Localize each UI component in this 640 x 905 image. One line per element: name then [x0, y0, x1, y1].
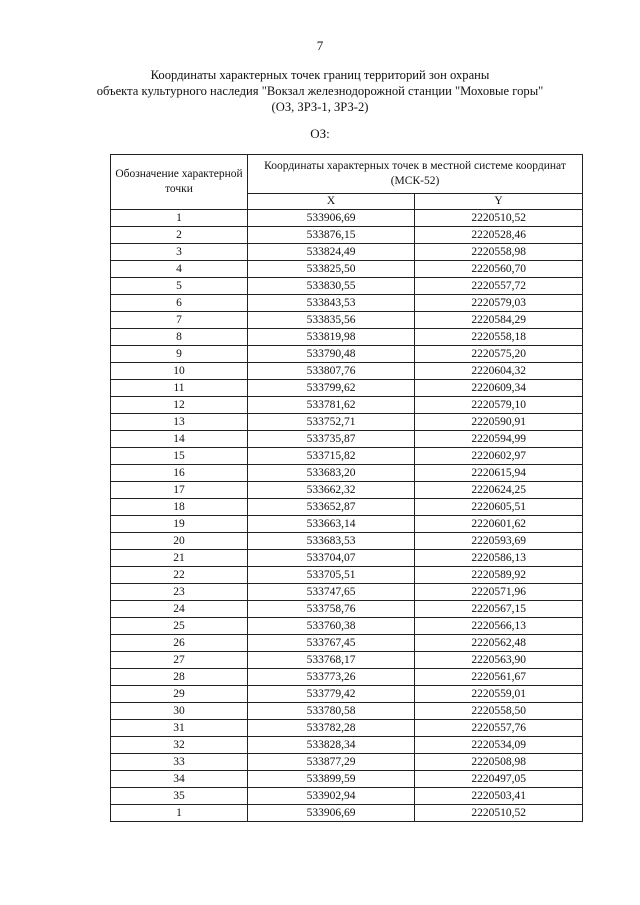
y-coordinate-cell: 2220590,91 — [415, 414, 583, 431]
y-coordinate-cell: 2220559,01 — [415, 686, 583, 703]
table-row — [111, 618, 583, 635]
y-coordinate-cell: 2220497,05 — [415, 771, 583, 788]
y-coordinate-cell: 2220593,69 — [415, 533, 583, 550]
y-coordinate-cell: 2220624,25 — [415, 482, 583, 499]
y-coordinate-cell: 2220575,20 — [415, 346, 583, 363]
table-row — [111, 567, 583, 584]
x-coordinate-cell: 533843,53 — [248, 295, 415, 312]
point-number-cell: 15 — [111, 448, 248, 465]
table-row — [111, 788, 583, 805]
table-row — [111, 669, 583, 686]
point-number-cell: 35 — [111, 788, 248, 805]
table-row — [111, 448, 583, 465]
y-coordinate-cell: 2220579,03 — [415, 295, 583, 312]
table-row — [111, 584, 583, 601]
y-coordinate-cell: 2220558,18 — [415, 329, 583, 346]
x-coordinate-cell: 533747,65 — [248, 584, 415, 601]
point-number-cell: 18 — [111, 499, 248, 516]
coordinates-table — [110, 154, 583, 822]
x-coordinate-cell: 533782,28 — [248, 720, 415, 737]
y-coordinate-cell: 2220594,99 — [415, 431, 583, 448]
header-coordinates: Координаты характерных точек в местной системе координат (МСК-52) — [248, 155, 583, 194]
point-number-cell: 11 — [111, 380, 248, 397]
y-coordinate-cell: 2220602,97 — [415, 448, 583, 465]
point-number-cell: 2 — [111, 227, 248, 244]
x-coordinate-cell: 533758,76 — [248, 601, 415, 618]
table-row — [111, 686, 583, 703]
point-number-cell: 23 — [111, 584, 248, 601]
x-coordinate-cell: 533830,55 — [248, 278, 415, 295]
table-row — [111, 499, 583, 516]
y-coordinate-cell: 2220528,46 — [415, 227, 583, 244]
x-coordinate-cell: 533835,56 — [248, 312, 415, 329]
y-coordinate-cell: 2220609,34 — [415, 380, 583, 397]
y-coordinate-cell: 2220508,98 — [415, 754, 583, 771]
table-row — [111, 652, 583, 669]
point-number-cell: 1 — [111, 210, 248, 227]
y-coordinate-cell: 2220558,50 — [415, 703, 583, 720]
x-coordinate-cell: 533768,17 — [248, 652, 415, 669]
table-row — [111, 346, 583, 363]
x-coordinate-cell: 533663,14 — [248, 516, 415, 533]
point-number-cell: 30 — [111, 703, 248, 720]
y-coordinate-cell: 2220615,94 — [415, 465, 583, 482]
y-coordinate-cell: 2220534,09 — [415, 737, 583, 754]
x-coordinate-cell: 533906,69 — [248, 210, 415, 227]
table-row — [111, 414, 583, 431]
point-number-cell: 17 — [111, 482, 248, 499]
x-coordinate-cell: 533652,87 — [248, 499, 415, 516]
table-row — [111, 210, 583, 227]
x-coordinate-cell: 533790,48 — [248, 346, 415, 363]
x-coordinate-cell: 533828,34 — [248, 737, 415, 754]
x-coordinate-cell: 533799,62 — [248, 380, 415, 397]
y-coordinate-cell: 2220567,15 — [415, 601, 583, 618]
point-number-cell: 4 — [111, 261, 248, 278]
table-row — [111, 601, 583, 618]
point-number-cell: 34 — [111, 771, 248, 788]
point-number-cell: 16 — [111, 465, 248, 482]
table-row — [111, 329, 583, 346]
x-coordinate-cell: 533781,62 — [248, 397, 415, 414]
y-coordinate-cell: 2220561,67 — [415, 669, 583, 686]
point-number-cell: 26 — [111, 635, 248, 652]
table-row — [111, 295, 583, 312]
y-coordinate-cell: 2220558,98 — [415, 244, 583, 261]
table-row — [111, 278, 583, 295]
y-coordinate-cell: 2220579,10 — [415, 397, 583, 414]
point-number-cell: 31 — [111, 720, 248, 737]
x-coordinate-cell: 533902,94 — [248, 788, 415, 805]
point-number-cell: 22 — [111, 567, 248, 584]
x-coordinate-cell: 533752,71 — [248, 414, 415, 431]
point-number-cell: 20 — [111, 533, 248, 550]
table-row — [111, 720, 583, 737]
y-coordinate-cell: 2220560,70 — [415, 261, 583, 278]
point-number-cell: 5 — [111, 278, 248, 295]
point-number-cell: 12 — [111, 397, 248, 414]
y-coordinate-cell: 2220503,41 — [415, 788, 583, 805]
x-coordinate-cell: 533780,58 — [248, 703, 415, 720]
y-coordinate-cell: 2220605,51 — [415, 499, 583, 516]
x-coordinate-cell: 533807,76 — [248, 363, 415, 380]
table-row — [111, 754, 583, 771]
y-coordinate-cell: 2220586,13 — [415, 550, 583, 567]
point-number-cell: 3 — [111, 244, 248, 261]
point-number-cell: 13 — [111, 414, 248, 431]
table-row — [111, 516, 583, 533]
point-number-cell: 32 — [111, 737, 248, 754]
x-coordinate-cell: 533819,98 — [248, 329, 415, 346]
point-number-cell: 25 — [111, 618, 248, 635]
point-number-cell: 9 — [111, 346, 248, 363]
y-coordinate-cell: 2220566,13 — [415, 618, 583, 635]
document-title — [60, 67, 580, 115]
x-coordinate-cell: 533767,45 — [248, 635, 415, 652]
table-row — [111, 805, 583, 822]
x-coordinate-cell: 533683,53 — [248, 533, 415, 550]
y-coordinate-cell: 2220557,76 — [415, 720, 583, 737]
point-number-cell: 24 — [111, 601, 248, 618]
y-coordinate-cell: 2220589,92 — [415, 567, 583, 584]
table-row — [111, 431, 583, 448]
table-row — [111, 227, 583, 244]
y-coordinate-cell: 2220601,62 — [415, 516, 583, 533]
table-row — [111, 550, 583, 567]
x-coordinate-cell: 533705,51 — [248, 567, 415, 584]
zone-label: ОЗ: — [310, 126, 330, 141]
header-x: X — [248, 194, 415, 210]
x-coordinate-cell: 533876,15 — [248, 227, 415, 244]
table-row — [111, 482, 583, 499]
table-row — [111, 635, 583, 652]
y-coordinate-cell: 2220562,48 — [415, 635, 583, 652]
table-row — [111, 533, 583, 550]
table-row — [111, 397, 583, 414]
point-number-cell: 7 — [111, 312, 248, 329]
x-coordinate-cell: 533825,50 — [248, 261, 415, 278]
x-coordinate-cell: 533683,20 — [248, 465, 415, 482]
table-row — [111, 465, 583, 482]
x-coordinate-cell: 533779,42 — [248, 686, 415, 703]
point-number-cell: 29 — [111, 686, 248, 703]
point-number-cell: 1 — [111, 805, 248, 822]
x-coordinate-cell: 533760,38 — [248, 618, 415, 635]
title-line: Координаты характерных точек границ территорий зон охраны — [150, 68, 490, 82]
x-coordinate-cell: 533773,26 — [248, 669, 415, 686]
table-row — [111, 363, 583, 380]
table-row — [111, 380, 583, 397]
page-number: 7 — [316, 38, 324, 53]
header-point-designation: Обозначение характерной точки — [111, 155, 248, 210]
table-row — [111, 261, 583, 278]
table-row — [111, 312, 583, 329]
x-coordinate-cell: 533704,07 — [248, 550, 415, 567]
title-line: объекта культурного наследия "Вокзал железнодорожной станции "Моховые горы" — [96, 84, 544, 98]
table-row — [111, 737, 583, 754]
point-number-cell: 27 — [111, 652, 248, 669]
y-coordinate-cell: 2220510,52 — [415, 805, 583, 822]
table-row — [111, 703, 583, 720]
x-coordinate-cell: 533877,29 — [248, 754, 415, 771]
y-coordinate-cell: 2220604,32 — [415, 363, 583, 380]
y-coordinate-cell: 2220584,29 — [415, 312, 583, 329]
point-number-cell: 6 — [111, 295, 248, 312]
x-coordinate-cell: 533715,82 — [248, 448, 415, 465]
x-coordinate-cell: 533662,32 — [248, 482, 415, 499]
y-coordinate-cell: 2220571,96 — [415, 584, 583, 601]
point-number-cell: 28 — [111, 669, 248, 686]
x-coordinate-cell: 533899,59 — [248, 771, 415, 788]
header-y: Y — [415, 194, 583, 210]
point-number-cell: 33 — [111, 754, 248, 771]
x-coordinate-cell: 533906,69 — [248, 805, 415, 822]
x-coordinate-cell: 533824,49 — [248, 244, 415, 261]
coordinates-table-body — [111, 210, 583, 822]
table-row — [111, 771, 583, 788]
x-coordinate-cell: 533735,87 — [248, 431, 415, 448]
y-coordinate-cell: 2220557,72 — [415, 278, 583, 295]
point-number-cell: 14 — [111, 431, 248, 448]
y-coordinate-cell: 2220563,90 — [415, 652, 583, 669]
point-number-cell: 8 — [111, 329, 248, 346]
title-line: (ОЗ, ЗРЗ-1, ЗРЗ-2) — [271, 100, 369, 114]
y-coordinate-cell: 2220510,52 — [415, 210, 583, 227]
point-number-cell: 21 — [111, 550, 248, 567]
table-row — [111, 244, 583, 261]
point-number-cell: 19 — [111, 516, 248, 533]
point-number-cell: 10 — [111, 363, 248, 380]
